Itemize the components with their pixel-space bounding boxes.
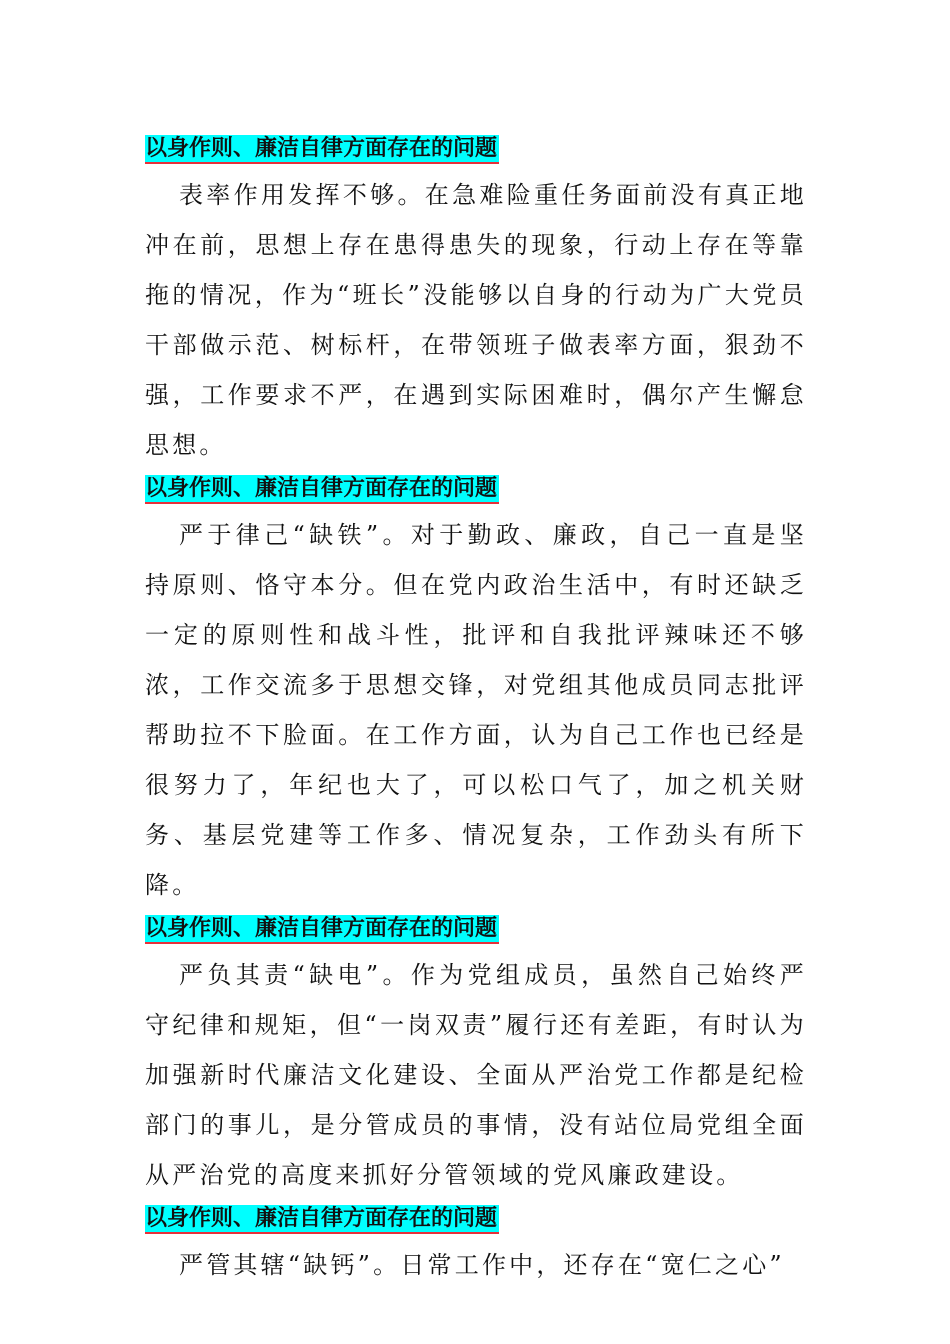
section-paragraph: 严管其辖“缺钙”。日常工作中，还存在“宽仁之心” [179,1251,785,1279]
section-heading [145,470,807,510]
highlighted-heading-text: 以身作则、廉洁自律方面存在的问题 [145,1205,499,1234]
section-heading [145,130,807,170]
highlighted-heading-text: 以身作则、廉洁自律方面存在的问题 [145,475,499,504]
section-2 [145,470,807,910]
section-paragraph: 严于律己“缺铁”。对于勤政、廉政，自己一直是坚持原则、恪守本分。但在党内政治生活中，有时还缺乏一定的原则性和战斗性，批评和自我批评辣味还不够浓，工作交流多于思想交锋，对党组其他成员同志批评帮助拉不下脸面。在工作方面，认为自己工作也已经是很努力了，年纪也大了，可以松口气了，加之机关财务、基层党建等工作多、情况复杂，工作劲头有所下降。 [145,521,807,899]
document-body [145,130,807,1290]
section-heading [145,1200,807,1240]
section-1 [145,130,807,470]
highlighted-heading-text: 以身作则、廉洁自律方面存在的问题 [145,135,499,164]
section-4 [145,1200,807,1290]
highlighted-heading-text: 以身作则、廉洁自律方面存在的问题 [145,915,499,944]
section-heading [145,910,807,950]
section-paragraph: 表率作用发挥不够。在急难险重任务面前没有真正地冲在前，思想上存在患得患失的现象，行动上存在等靠拖的情况，作为“班长”没能够以自身的行动为广大党员干部做示范、树标杆，在带领班子做表率方面，狠劲不强，工作要求不严，在遇到实际困难时，偶尔产生懈怠思想。 [145,181,807,459]
section-3 [145,910,807,1200]
section-paragraph: 严负其责“缺电”。作为党组成员，虽然自己始终严守纪律和规矩，但“一岗双责”履行还有差距，有时认为加强新时代廉洁文化建设、全面从严治党工作都是纪检部门的事儿，是分管成员的事情，没有站位局党组全面从严治党的高度来抓好分管领域的党风廉政建设。 [145,961,807,1189]
